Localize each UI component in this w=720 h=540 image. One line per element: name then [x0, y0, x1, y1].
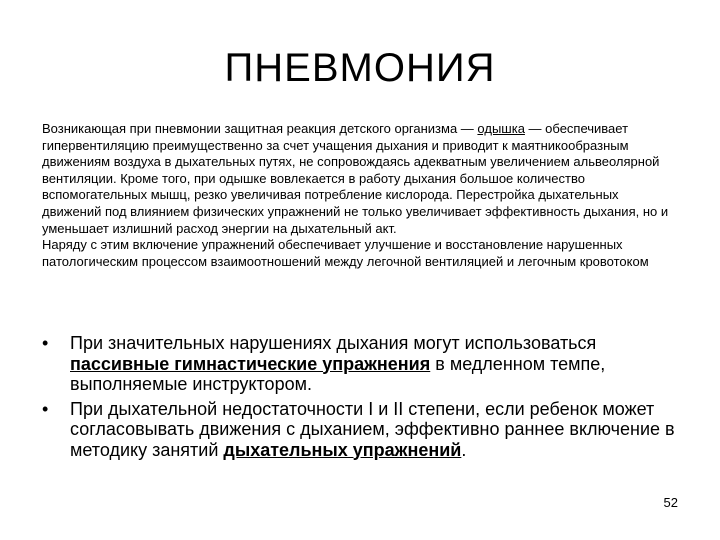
breathing-exercises-link[interactable]: дыхательных упражнений	[223, 439, 462, 460]
bullet-list	[42, 333, 682, 464]
paragraph-2: Наряду с этим включение упражнений обеспечивает улучшение и восстановление нарушенных патологическим процессом взаимоотношений между легочной вентиляцией и легочным кровотоком	[42, 237, 649, 269]
bullet-1-lead: При значительных нарушениях дыхания могут использоваться	[70, 333, 597, 353]
page-number: 52	[663, 495, 678, 510]
slide-title: ПНЕВМОНИЯ	[224, 46, 496, 90]
bullet-1-rest: в медленном темпе, выполняемые инструктором.	[70, 353, 606, 394]
bullet-icon: •	[42, 333, 49, 353]
dyspnea-link[interactable]: одышка	[477, 121, 525, 136]
body-text	[42, 121, 672, 270]
paragraph-1-rest: — обеспечивает гипервентиляцию преимущественно за счет учащения дыхания и приводит к маятникообразным движениям воздуха в дыхательных путях, не сопровождаясь адекватным увеличением альвеолярной вентиляции. Кроме того, при одышке вовлекается в работу дыхания большое количество вспомогательных мышц, резко увеличивая потребление кислорода. Перестройка дыхательных движений под влиянием физических упражнений не только увеличивает эффективность дыхания, но и уменьшает излишний расход энергии на дыхательный акт.	[42, 121, 669, 236]
bullet-icon: •	[42, 398, 49, 419]
bullet-2-rest: .	[461, 439, 467, 460]
paragraph-1	[42, 121, 672, 237]
passive-exercises-link[interactable]: пассивные гимнастические упражнения	[70, 353, 431, 374]
bullet-2-lead: При дыхательной недостаточности I и II степени, если ребенок может согласовывать движения с дыханием, эффективно раннее включение в методику занятий	[70, 398, 675, 460]
bullet-item-breathing-exercises	[42, 399, 682, 461]
bullet-item-passive-exercises	[42, 333, 682, 395]
paragraph-1-lead: Возникающая при пневмонии защитная реакция детского организма —	[42, 121, 478, 136]
